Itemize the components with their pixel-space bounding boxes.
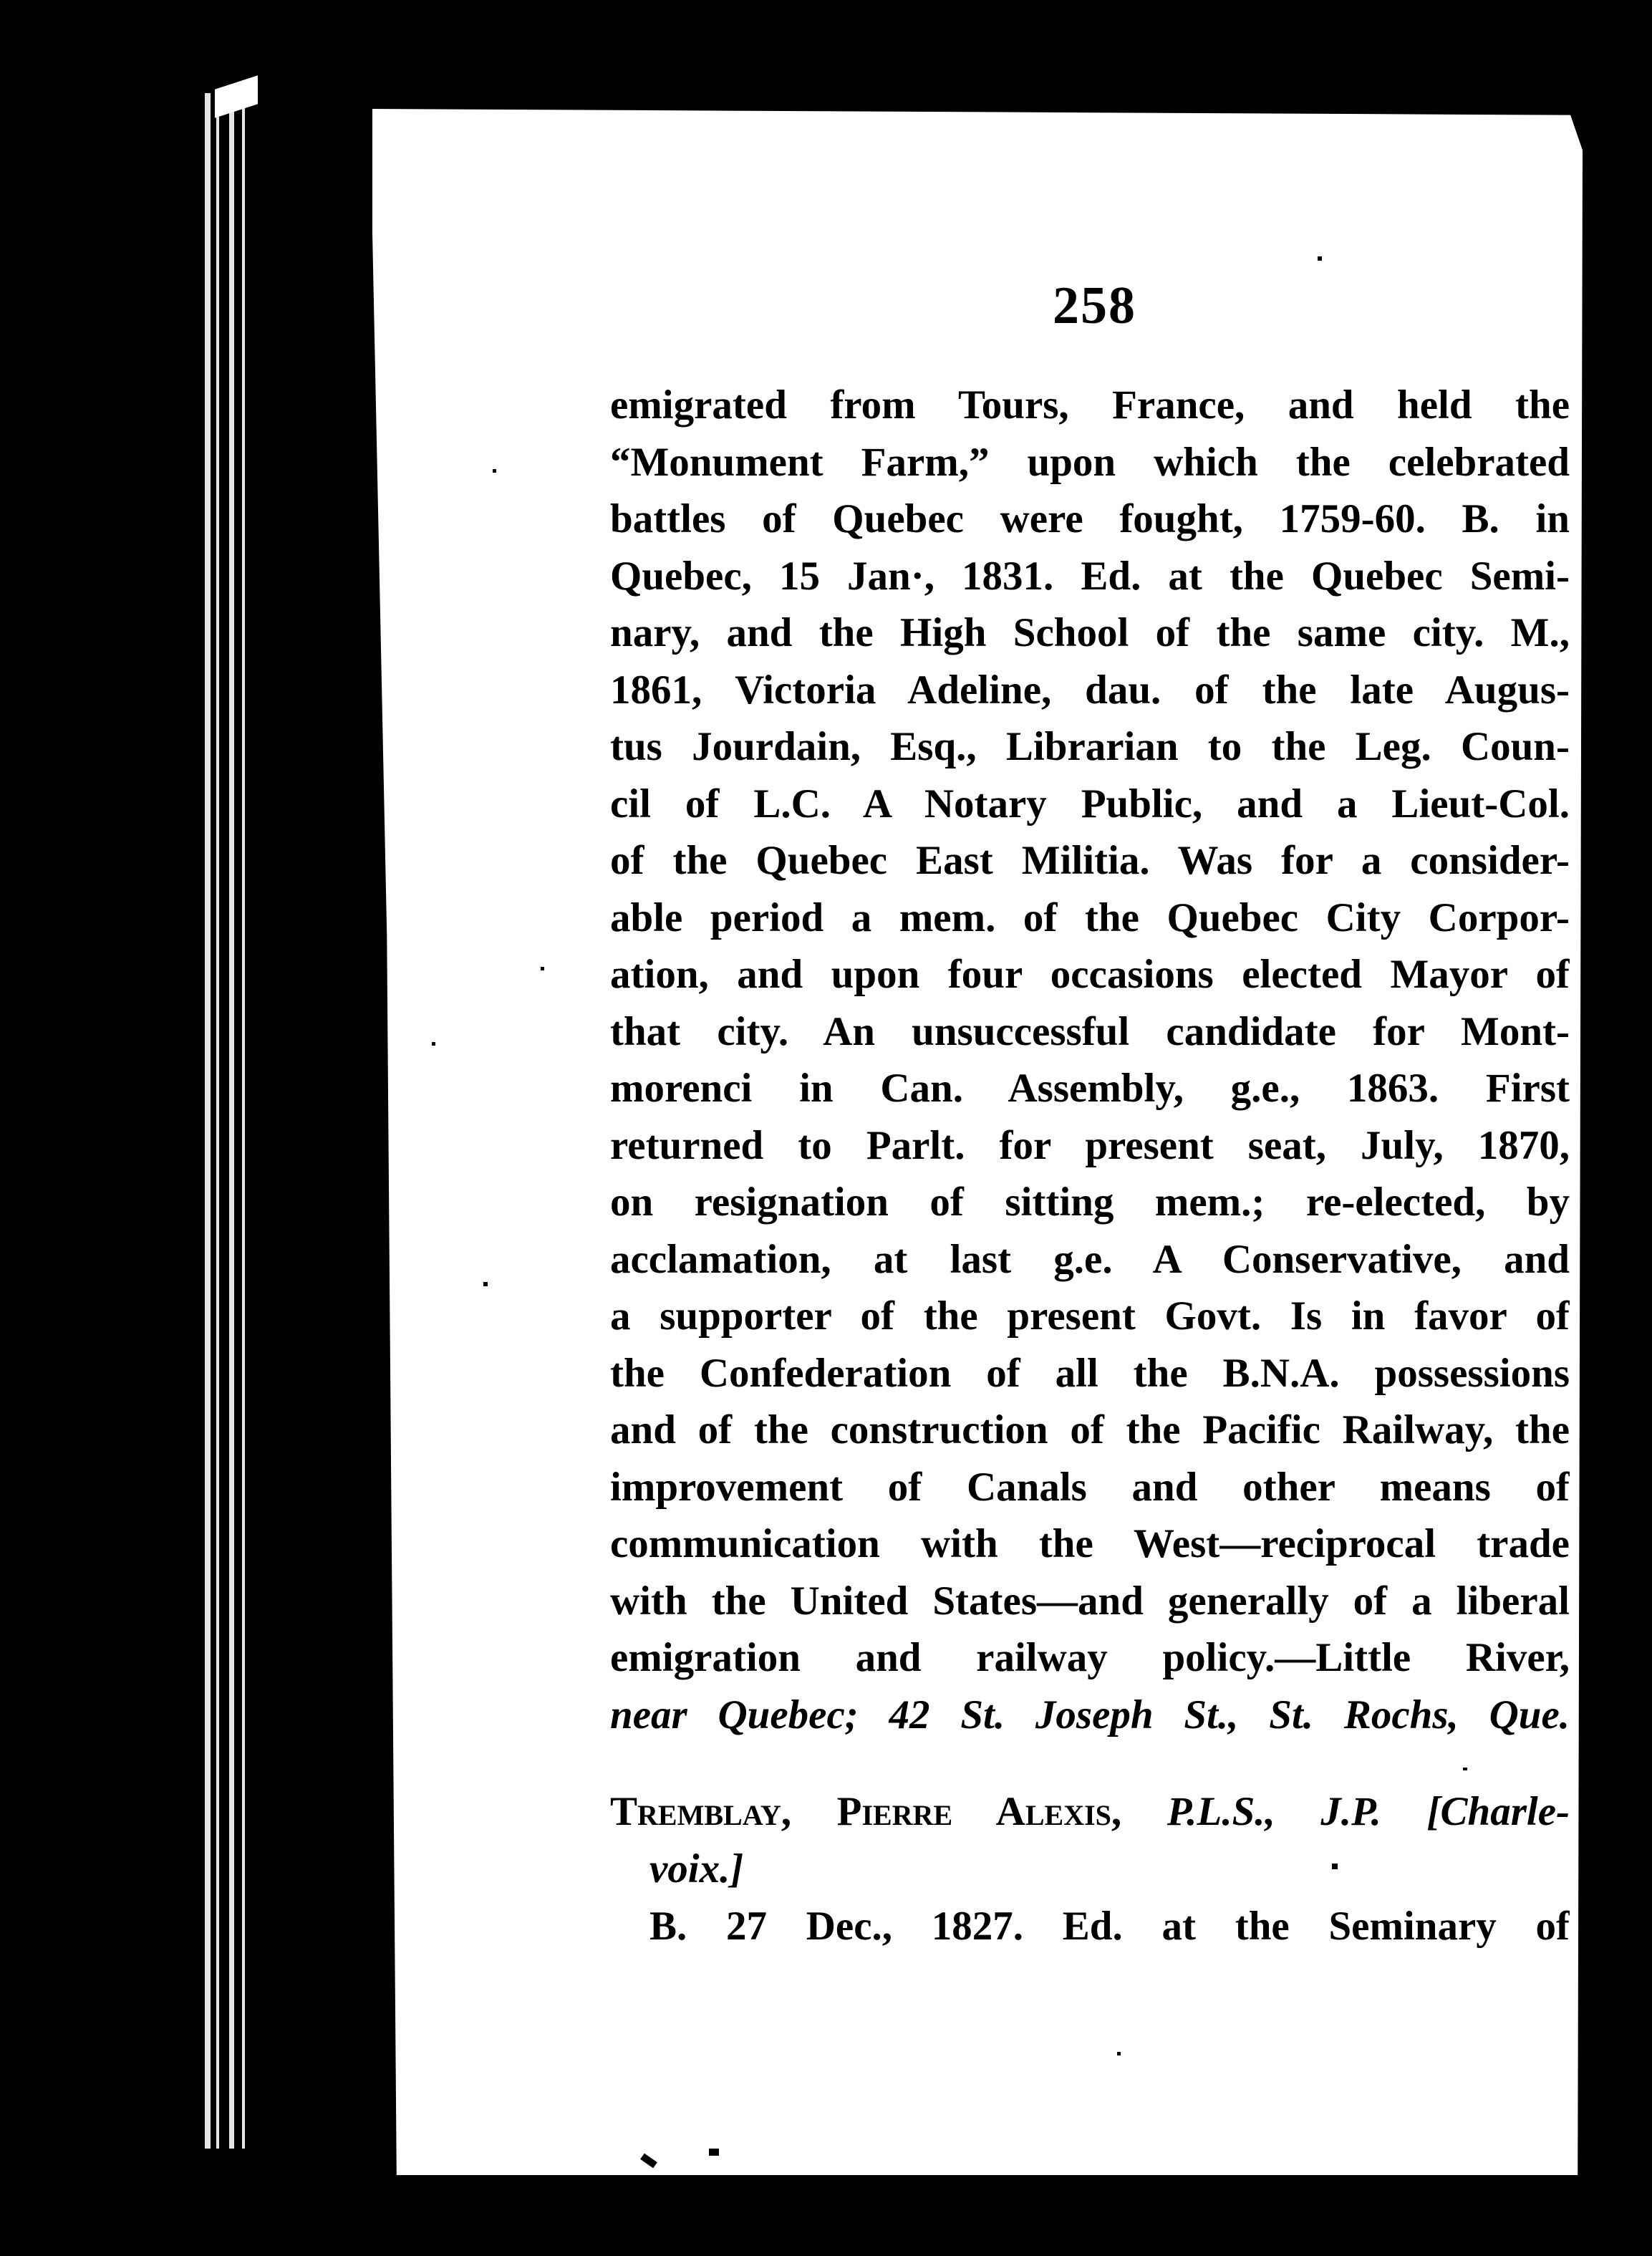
- text-line: nary, and the High School of the same city. M.,: [610, 610, 1570, 655]
- entry-heading-riding-continued: voix.]: [649, 1846, 744, 1891]
- book-spine: [201, 93, 265, 2149]
- entry-body-text: [610, 377, 1570, 1743]
- entry-heading-riding: [Charle-: [1426, 1789, 1570, 1834]
- entry-first-line: B. 27 Dec., 1827. Ed. at the Seminary of: [649, 1904, 1570, 1949]
- entry-heading-name: Tremblay, Pierre Alexis,: [610, 1789, 1122, 1834]
- text-line: improvement of Canals and other means of: [610, 1464, 1570, 1510]
- text-line: ation, and upon four occasions elected Mayor of: [610, 952, 1570, 997]
- scan-speck: [709, 2149, 719, 2156]
- entry-heading-titles: P.L.S., J.P.: [1166, 1789, 1381, 1834]
- text-line: that city. An unsuccessful candidate for Mont-: [610, 1008, 1570, 1054]
- text-line: “Monument Farm,” upon which the celebrated: [610, 439, 1570, 485]
- scan-speck: [483, 1282, 488, 1286]
- address-line: near Quebec; 42 St. Joseph St., St. Rochs, Que.: [610, 1692, 1570, 1737]
- text-line: able period a mem. of the Quebec City Corpor-: [610, 895, 1570, 940]
- next-entry: [610, 1783, 1570, 1955]
- scan-speck: [1318, 256, 1322, 261]
- text-line: and of the construction of the Pacific Railway, the: [610, 1407, 1570, 1452]
- text-line: emigrated from Tours, France, and held the: [610, 382, 1570, 428]
- text-line: emigration and railway policy.—Little River,: [610, 1635, 1570, 1680]
- text-line: returned to Parlt. for present seat, July, 1870,: [610, 1122, 1570, 1168]
- text-line: with the United States—and generally of a liberal: [610, 1578, 1570, 1624]
- scan-speck: [432, 1042, 435, 1046]
- text-line: tus Jourdain, Esq., Librarian to the Leg. Coun-: [610, 724, 1570, 769]
- text-line: acclamation, at last g.e. A Conservative, and: [610, 1236, 1570, 1282]
- text-line: 1861, Victoria Adeline, dau. of the late Augus-: [610, 667, 1570, 713]
- scan-speck: [1332, 1864, 1338, 1869]
- text-line: on resignation of sitting mem.; re-elected, by: [610, 1180, 1570, 1225]
- text-line: a supporter of the present Govt. Is in favor of: [610, 1293, 1570, 1339]
- text-line: Quebec, 15 Jan·, 1831. Ed. at the Quebec Semi-: [610, 553, 1570, 599]
- text-line: battles of Quebec were fought, 1759-60. B. in: [610, 496, 1570, 541]
- page-number: 258: [1053, 276, 1136, 335]
- scan-speck: [541, 967, 544, 970]
- text-line: communication with the West—reciprocal trade: [610, 1521, 1570, 1566]
- text-line: morenci in Can. Assembly, g.e., 1863. First: [610, 1066, 1570, 1111]
- scan-speck: [1463, 1768, 1467, 1770]
- text-line: the Confederation of all the B.N.A. possessions: [610, 1350, 1570, 1396]
- scan-speck: [493, 469, 496, 473]
- entry-heading-continued: [610, 1841, 1570, 1898]
- scan-speck: [1117, 2052, 1121, 2055]
- text-line: cil of L.C. A Notary Public, and a Lieut-Col.: [610, 781, 1570, 826]
- entry-heading: [610, 1783, 1570, 1841]
- text-line: of the Quebec East Militia. Was for a consider-: [610, 838, 1570, 883]
